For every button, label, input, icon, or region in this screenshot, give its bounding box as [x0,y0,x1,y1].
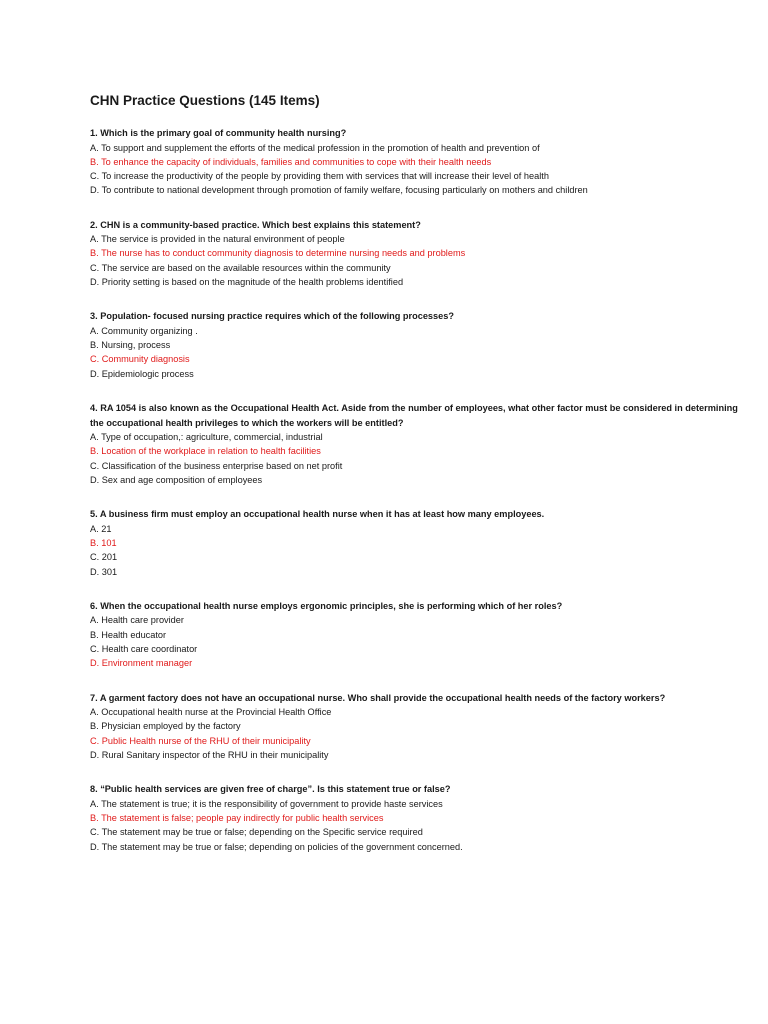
answer-option: B. Nursing, process [90,340,171,351]
answer-option: C. The service are based on the available resources within the community [90,262,391,273]
question-list [90,126,750,854]
answer-option-correct: C. Community diagnosis [90,354,190,365]
question-block [90,126,750,198]
answer-option-correct: C. Public Health nurse of the RHU of their municipality [90,735,311,746]
document-title: CHN Practice Questions (145 Items) [90,93,320,108]
answer-option: D. Sex and age composition of employees [90,474,263,485]
question-text: 4. RA 1054 is also known as the Occupational Health Act. Aside from the number of employees, what other factor must be considered in determining the occupational health privileges to which the workers will be entitled? [90,403,738,428]
answer-option-correct: B. To enhance the capacity of individuals, families and communities to cope with their health needs [90,156,492,167]
question-text: 5. A business firm must employ an occupational health nurse when it has at least how many employees. [90,509,545,520]
answer-option: A. Health care provider [90,615,184,626]
answer-option-correct: D. Environment manager [90,658,193,669]
question-text: 7. A garment factory does not have an occupational nurse. Who shall provide the occupational health needs of the factory workers? [90,692,666,703]
question-block [90,782,750,854]
answer-option-correct: B. 101 [90,538,117,549]
question-text: 1. Which is the primary goal of community health nursing? [90,128,347,138]
answer-option: D. Priority setting is based on the magnitude of the health problems identified [90,277,404,288]
question-text: 6. When the occupational health nurse employs ergonomic principles, she is performing which of her roles? [90,600,563,611]
question-block [90,691,750,763]
question-block [90,218,750,290]
answer-option: A. Occupational health nurse at the Provincial Health Office [90,707,332,718]
answer-option: D. Epidemiologic process [90,368,194,379]
answer-option: C. 201 [90,552,118,563]
answer-option: B. Health educator [90,629,167,640]
question-text: 8. “Public health services are given free of charge”. Is this statement true or false? [90,784,451,795]
answer-option: A. To support and supplement the efforts of the medical profession in the promotion of health and prevention of [90,142,540,153]
answer-option: C. Classification of the business enterprise based on net profit [90,460,343,471]
answer-option: D. The statement may be true or false; depending on policies of the government concerned. [90,841,463,852]
question-block [90,401,750,487]
question-block [90,309,750,381]
question-text: 2. CHN is a community-based practice. Which best explains this statement? [90,219,421,230]
answer-option-correct: B. Location of the workplace in relation to health facilities [90,446,321,457]
answer-option: C. To increase the productivity of the people by providing them with services that will increase their level of health [90,171,549,182]
answer-option: B. Physician employed by the factory [90,721,241,732]
answer-option: D. Rural Sanitary inspector of the RHU in their municipality [90,750,329,761]
answer-option: A. 21 [90,523,112,534]
answer-option: A. Community organizing . [90,325,198,336]
answer-option-correct: B. The nurse has to conduct community diagnosis to determine nursing needs and problems [90,248,466,259]
answer-option-correct: B. The statement is false; people pay indirectly for public health services [90,813,384,824]
question-text: 3. Population- focused nursing practice requires which of the following processes? [90,311,454,322]
answer-option: C. The statement may be true or false; depending on the Specific service required [90,827,423,838]
answer-option: A. Type of occupation,: agriculture, commercial, industrial [90,432,323,443]
question-block [90,599,750,671]
answer-option: A. The statement is true; it is the responsibility of government to provide haste services [90,798,443,809]
answer-option: D. To contribute to national development through promotion of family welfare, focusing particularly on mothers and children [90,185,588,196]
answer-option: D. 301 [90,566,118,577]
answer-option: C. Health care coordinator [90,644,198,655]
answer-option: A. The service is provided in the natural environment of people [90,234,345,245]
question-block [90,507,750,579]
document-page [90,92,750,874]
